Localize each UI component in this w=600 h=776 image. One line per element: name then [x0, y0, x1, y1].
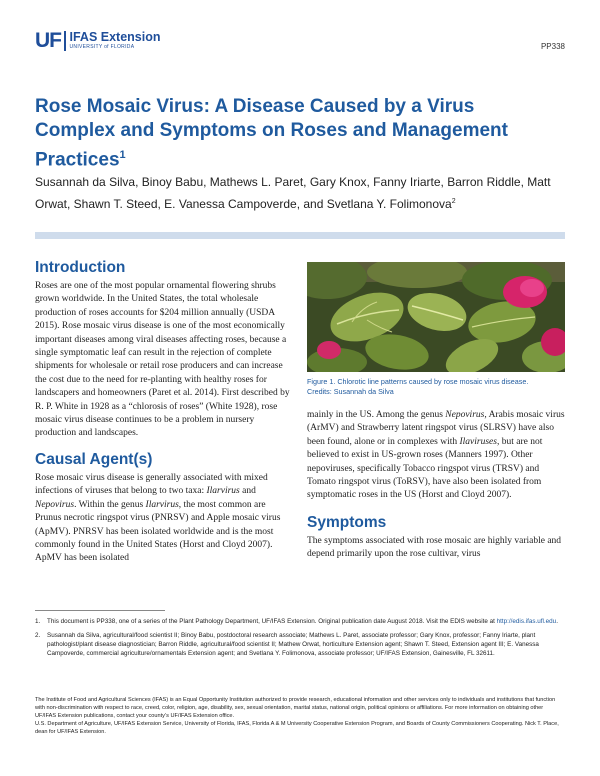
genus-nepovirus-2: Nepovirus: [445, 410, 485, 420]
causal-agents-paragraph: [35, 472, 293, 566]
causal-text-and: and: [239, 486, 256, 497]
causal-agents-continued: [307, 409, 569, 503]
figure-caption-text: Figure 1. Chlorotic line patterns caused by rose mosaic virus disease.: [307, 377, 529, 386]
title-footnote-marker: 1: [119, 149, 126, 161]
causal-cont-text-3: , but are not believed to exist in US-grown roses (Manners 1997). Other nepoviruses, specifically Tobacco ringspot virus (TRSV) and Tomato ringspot virus (ToRSV), have also been isolated from symptomatic roses in the US (Horst and Cloyd 2007).: [307, 436, 543, 501]
genus-ilarvirus-2: Ilarvirus: [145, 499, 179, 510]
legal-notice: [35, 696, 565, 736]
edis-link[interactable]: http://edis.ifas.ufl.edu: [496, 618, 557, 625]
symptoms-paragraph: The symptoms associated with rose mosaic are highly variable and depend primarily upon the rose cultivar, virus: [307, 535, 562, 560]
genus-ilaviruses: Ilaviruses: [459, 436, 497, 447]
genus-nepovirus: Nepovirus: [35, 499, 75, 510]
causal-text-2: . Within the genus: [74, 499, 146, 510]
equal-opportunity-statement: The Institute of Food and Agricultural Sciences (IFAS) is an Equal Opportunity Institution authorized to provide research, educational information and other services only to individuals and institutions that function with non-discrimination with respect to race, creed, color, religion, age, disability, sex, sexual orientation, marital status, national origin, political opinions or affiliations. For more information on obtaining other UF/IFAS Extension publications, contact your county’s UF/IFAS Extension office.: [35, 697, 556, 719]
ifas-logo: [35, 30, 161, 51]
right-column: [307, 409, 569, 562]
footnotes: [35, 617, 565, 663]
cooperating-statement: U.S. Department of Agriculture, UF/IFAS Extension Service, University of Florida, IFAS, Florida A & M University Cooperative Extension Program, and Boards of County Commissioners Cooperating. Nick T. Place, dean for UF/IFAS Extension.: [35, 721, 559, 735]
document-id: PP338: [540, 42, 565, 51]
footnote-number: 1.: [35, 618, 41, 625]
figure-rose-leaves-photo: [307, 262, 565, 372]
footnote-2-text: Susannah da Silva, agricultural/food scientist II; Binoy Babu, postdoctoral research associate; Mathews L. Paret, associate professor; Gary Knox, professor; Fanny Iriarte, plant pathologist/plant disease diagnostician; Barron Riddle, agricultural/food scientist II; Mathew Orwat, horticulture Extension agent; Shawn T. Steed, Extension agent III; E. Vanessa Campoverde, commercial agriculture/ornamentals Extension agent; and Svetlana Y. Folimonova, associate professor; UF/IFAS Extension, Gainesville, FL 32611.: [47, 632, 539, 657]
figure-credit: Credits: Susannah da Silva: [307, 386, 394, 396]
logo-university: UNIVERSITY of FLORIDA: [69, 44, 135, 50]
rose-flower-1: [503, 276, 547, 308]
figure-caption: [307, 377, 567, 396]
footnote-2: [35, 631, 565, 658]
introduction-heading: Introduction: [35, 259, 126, 276]
rose-leaves-illustration: [307, 262, 565, 372]
authors-footnote-marker: 2: [451, 198, 456, 205]
left-column: [35, 258, 293, 566]
logo-text: [70, 31, 161, 50]
footnote-1: [35, 617, 565, 626]
footnote-1-end: .: [556, 618, 558, 625]
logo-uf: UF: [35, 29, 61, 52]
introduction-paragraph: Roses are one of the most popular ornamental flowering shrubs grown worldwide. In the United States, the total wholesale production of roses accounts for $204 million annually (USDA 2015). Rose mosaic virus disease is one of the most economically important diseases among viral diseases affecting roses, because a single symptomatic leaf can result in the rejection of complete shipments for wholesale or retail rose producers and can increase the cost due to the need for re-planting with healthy roses for landscapers and homeowners (Paret et al. 2014). First described by R. P. White in 1928 as a “chlorosis of roses” (White 1928), rose mosaic virus disease continues to be a problem in nursery production and landscapes.: [35, 281, 290, 439]
title-text: Rose Mosaic Virus: A Disease Caused by a Virus Complex and Symptoms on Roses and Management Practices: [35, 96, 508, 171]
footnote-text: [47, 617, 558, 626]
logo-ifas: IFAS Extension: [69, 30, 161, 44]
footnote-number: 2.: [35, 632, 41, 639]
footnote-1-text: This document is PP338, one of a series of the Plant Pathology Department, UF/IFAS Extension. Original publication date August 2018. Visit the EDIS website at: [47, 618, 497, 625]
logo-divider: [64, 31, 66, 51]
symptoms-heading: Symptoms: [307, 513, 387, 531]
document-title: [35, 95, 535, 172]
causal-cont-text-2: , Arabis mosaic virus (ArMV) and Strawberry latent ringspot virus (SLRSV) have also been found, alone or in complexes with: [307, 410, 565, 447]
genus-ilarvirus: Ilarvirus: [206, 486, 240, 497]
header-divider: [35, 232, 565, 239]
authors-text: Susannah da Silva, Binoy Babu, Mathews L. Paret, Gary Knox, Fanny Iriarte, Barron Riddle, Matt Orwat, Shawn T. Steed, E. Vanessa Campoverde, and Svetlana Y. Folimonova: [35, 175, 551, 211]
rose-flower-3: [317, 341, 341, 359]
causal-agents-heading: Causal Agent(s): [35, 450, 153, 468]
causal-cont-text-1: mainly in the US. Among the genus: [307, 410, 446, 420]
causal-text-1: Rose mosaic virus disease is generally associated with mixed infections of viruses that belong to two taxa:: [35, 472, 268, 497]
authors: [35, 172, 580, 214]
causal-text-3: , the most common are Prunus necrotic ringspot virus (PNRSV) and Apple mosaic virus (ApMV). PNRSV has been isolated worldwide and is the most commonly found in the United States (Horst and Cloyd 2007). ApMV has been isolated: [35, 499, 281, 564]
footnote-divider: [35, 610, 165, 611]
